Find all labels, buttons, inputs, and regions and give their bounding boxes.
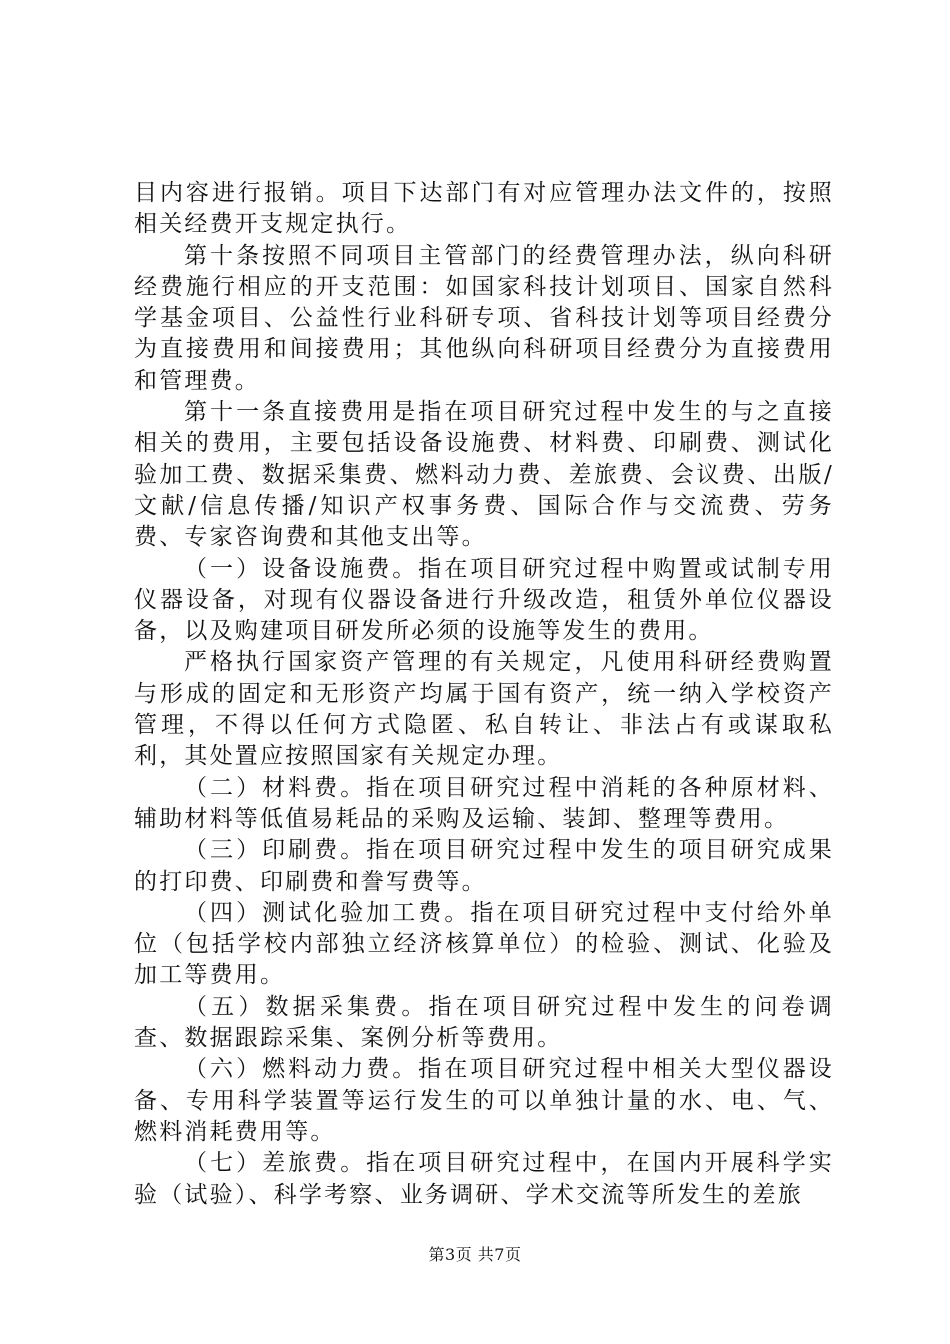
paragraph-item-6-fuel-power: （六）燃料动力费。指在项目研究过程中相关大型仪器设备、专用科学装置等运行发生的可以单独计量的水、电、气、燃料消耗费用等。 <box>134 1056 834 1145</box>
paragraph-item-5-data-collection: （五）数据采集费。指在项目研究过程中发生的问卷调查、数据跟踪采集、案例分析等费用。 <box>134 993 834 1052</box>
document-body <box>134 178 834 1211</box>
paragraph-item-1-equipment: （一）设备设施费。指在项目研究过程中购置或试制专用仪器设备，对现有仪器设备进行升级改造，租赁外单位仪器设备，以及购建项目研发所必须的设施等发生的费用。 <box>134 555 834 645</box>
paragraph-item-4-testing: （四）测试化验加工费。指在项目研究过程中支付给外单位（包括学校内部独立经济核算单位）的检验、测试、化验及加工等费用。 <box>134 899 834 989</box>
paragraph-item-7-travel: （七）差旅费。指在项目研究过程中，在国内开展科学实验（试验）、科学考察、业务调研、学术交流等所发生的差旅 <box>134 1150 834 1208</box>
paragraph-asset-management: 严格执行国家资产管理的有关规定，凡使用科研经费购置与形成的固定和无形资产均属于国有资产，统一纳入学校资产管理，不得以任何方式隐匿、私自转让、非法占有或谋取私利，其处置应按照国家有关规定办理。 <box>134 649 834 770</box>
paragraph-article-11: 第十一条直接费用是指在项目研究过程中发生的与之直接相关的费用，主要包括设备设施费、材料费、印刷费、测试化验加工费、数据采集费、燃料动力费、差旅费、会议费、出版/文献/信息传播/知识产权事务费、国际合作与交流费、劳务费、专家咨询费和其他支出等。 <box>134 399 834 551</box>
page-footer <box>0 1242 950 1265</box>
paragraph-item-2-materials: （二）材料费。指在项目研究过程中消耗的各种原材料、辅助材料等低值易耗品的采购及运输、装卸、整理等费用。 <box>134 774 834 832</box>
paragraph-continuation: 目内容进行报销。项目下达部门有对应管理办法文件的，按照相关经费开支规定执行。 <box>134 180 834 238</box>
page-number-label: 第3页 共7页 <box>428 1245 522 1264</box>
paragraph-item-3-printing: （三）印刷费。指在项目研究过程中发生的项目研究成果的打印费、印刷费和誊写费等。 <box>134 837 834 895</box>
paragraph-article-10: 第十条按照不同项目主管部门的经费管理办法，纵向科研经费施行相应的开支范围：如国家科技计划项目、国家自然科学基金项目、公益性行业科研专项、省科技计划等项目经费分为直接费用和间接费用；其他纵向科研项目经费分为直接费用和管理费。 <box>134 242 834 394</box>
